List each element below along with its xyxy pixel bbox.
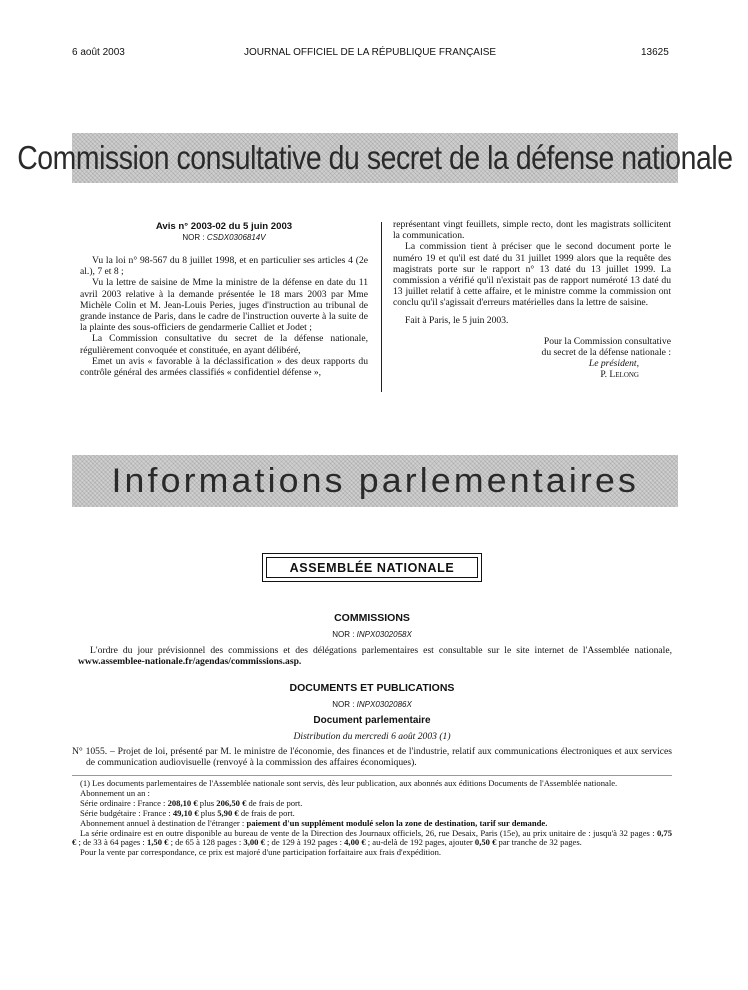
section-banner-title: Commission consultative du secret de la défense nationale (17, 139, 733, 176)
avis-title: Avis n° 2003-02 du 5 juin 2003 (155, 221, 293, 232)
commissions-body: L'ordre du jour prévisionnel des commissions et des délégations parlementaires est consultable sur le site internet de l'Assemblée nationale, (90, 645, 672, 656)
entry-text: – Projet de loi, présenté par M. le ministre de l'économie, des finances et de l'industrie, relatif aux communications électroniques et aux services de communication audiovisuelle (renvoyé à la commission des affaires économiques). (86, 746, 673, 769)
document-entry (72, 746, 672, 768)
section-banner-title: Informations parlementaires (111, 461, 639, 500)
nor-code: INPX0302058X (356, 630, 412, 639)
signature-name: P. Lelong (600, 369, 639, 381)
commissions-link[interactable]: www.assemblee-nationale.fr/agendas/commissions.asp. (78, 656, 302, 668)
footnote-etranger: Abonnement annuel à destination de l'étranger : paiement d'un supplément modulé selon la zone de destination, tarif sur demande. (80, 817, 548, 828)
journal-title: JOURNAL OFFICIEL DE LA RÉPUBLIQUE FRANÇAISE (244, 47, 497, 58)
nor-prefix: NOR : (332, 630, 355, 639)
footnote-abonnement: Abonnement un an : (80, 787, 150, 798)
footnote-serie-budgetaire: Série budgétaire : France : 49,10 € plus 5,90 € de frais de port. (80, 807, 295, 818)
avis-right-column (393, 219, 671, 381)
section-banner-informations (72, 455, 678, 507)
footnote-vente: La série ordinaire est en outre disponible au bureau de vente de la Direction des Journaux officiels, 26, rue Desaix, Paris (15e), au prix unitaire de : jusqu'à 32 pages : 0,75 € ; de 33 à 64 pages : 1,50 € ; de 65 à 128 pages : 3,00 € ; de 129 à 192 pages : 4,00 € ; au-delà de 192 pages, ajouter 0,50 € par tranche de 32 pages. (72, 827, 672, 848)
documents-heading: DOCUMENTS ET PUBLICATIONS (289, 682, 455, 694)
nor-prefix: NOR : (182, 233, 205, 242)
avis-paragraph: représentant vingt feuillets, simple recto, dont les magistrats sollicitent la communication. (393, 219, 671, 242)
footnote-serie-ordinaire: Série ordinaire : France : 208,10 € plus 206,50 € de frais de port. (80, 797, 303, 808)
assemblee-nationale-box (262, 553, 482, 582)
signature-line: Pour la Commission consultative (543, 335, 671, 347)
avis-left-column (80, 221, 368, 378)
assemblee-nationale-label: ASSEMBLÉE NATIONALE (266, 557, 478, 578)
nor-prefix: NOR : (332, 700, 355, 709)
footnote-block (72, 775, 672, 858)
header-date: 6 août 2003 (72, 47, 125, 58)
document-subheading: Document parlementaire (313, 715, 431, 726)
signature-block (393, 336, 671, 381)
section-banner-commission (17, 133, 733, 183)
documents-nor (72, 700, 672, 709)
commissions-heading: COMMISSIONS (334, 612, 410, 624)
avis-paragraph: Emet un avis « favorable à la déclassification » des deux rapports du contrôle général des armées classifiés « confidentiel défense », (80, 355, 368, 379)
avis-paragraph: Fait à Paris, le 5 juin 2003. (405, 314, 509, 326)
avis-paragraph: La commission tient à préciser que le second document porte le numéro 19 et qu'il est daté du 31 juillet 1999 alors que la requête des magistrats porte sur le rapport n° 13 daté du 13 juillet 1999. La commission a vérifié qu'il n'existait pas de rapport numéroté 13 daté du 13 juillet relatif à cette affaire, et le ministre comme la commission ont conclu qu'il s'agissait d'erreurs matérielles dans la lettre de saisine. (393, 241, 671, 309)
entry-number: N° 1055. (72, 746, 108, 757)
distribution-line: Distribution du mercredi 6 août 2003 (1) (293, 731, 451, 742)
signature-role: Le président, (588, 358, 639, 370)
column-divider (381, 222, 382, 392)
commissions-text (78, 645, 672, 667)
avis-paragraph: La Commission consultative du secret de la défense nationale, régulièrement convoquée et constituée, en ayant délibéré, (80, 333, 368, 356)
page-number: 13625 (641, 47, 669, 58)
nor-code: INPX0302086X (356, 700, 412, 709)
footnote-correspondance: Pour la vente par correspondance, ce prix est majoré d'une participation forfaitaire aux frais d'expédition. (80, 847, 442, 858)
commissions-nor (72, 630, 672, 639)
nor-code: CSDX0306814V (206, 233, 266, 242)
avis-nor (80, 232, 368, 243)
avis-paragraph: Vu la loi n° 98-567 du 8 juillet 1998, et en particulier ses articles 4 (2e al.), 7 et 8 ; (80, 255, 368, 278)
footnote-note: (1) Les documents parlementaires de l'Assemblée nationale sont servis, dès leur publication, aux abonnés aux éditions Documents de l'Assemblée nationale. (80, 778, 618, 788)
signature-line: du secret de la défense nationale : (541, 347, 671, 359)
avis-paragraph: Vu la lettre de saisine de Mme la ministre de la défense en date du 11 avril 2003 relative à la demande présentée le 18 mars 2003 par Mme Michèle Colin et M. Jean-Louis Peries, juges d'instruction au tribunal de grande instance de Paris, dans le cadre de l'instruction ouverte à la suite de la plainte des sous-officiers de gendarmerie Calliet et Jodet ; (80, 277, 368, 334)
